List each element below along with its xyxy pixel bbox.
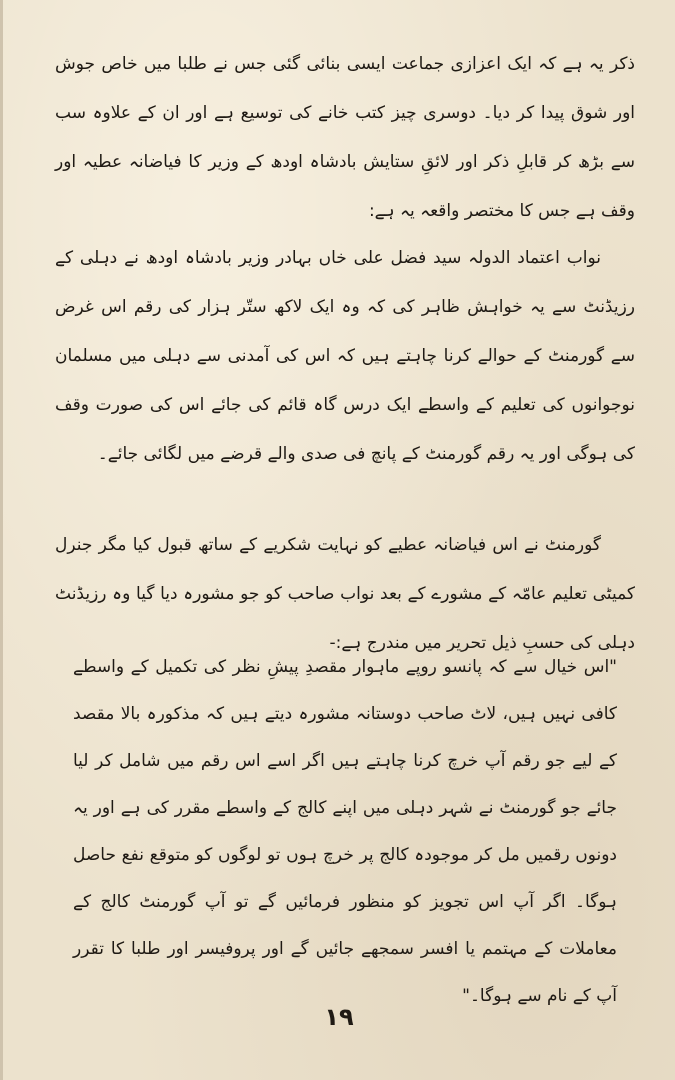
quoted-resident-letter: "اس خیال سے کہ پانسو روپے ماہوار مقصدِ پیشِ نظر کی تکمیل کے واسطے کافی نہیں ہیں، لاٹ صاحب دوستانہ مشورہ دیتے ہیں کہ مذکورہ بالا مقصد کے لیے جو رقم آپ خرچ کرنا چاہتے ہیں اگر اسے اس رقم میں شامل کر لیا جائے جو گورمنٹ نے شہر دہلی میں اپنے کالج کے واسطے مقرر کی ہے اور یہ دونوں رقمیں مل کر موجودہ کالج پر خرچ ہوں تو لوگوں کو متوقع نفع حاصل ہوگا۔ اگر آپ اس تجویز کو منظور فرمائیں گے تو آپ گورمنٹ کالج کے معاملات کے مہتمم یا افسر سمجھے جائیں گے اور پروفیسر اور طلبا کا تقرر آپ کے نام سے ہوگا۔" — [73, 657, 617, 1006]
paragraph-nawab-endowment: نواب اعتماد الدولہ سید فضل علی خاں بہادر وزیر بادشاہ اودھ نے دہلی کے رزیڈنٹ سے یہ خواہش ظاہر کی کہ وہ ایک لاکھ ستّر ہزار کی رقم اس غرض سے گورمنٹ کے حوالے کرنا چاہتے ہیں کہ اس کی آمدنی سے دہلی میں مسلمان نوجوانوں کی تعلیم کے واسطے ایک درس گاہ قائم کی جائے اس کی صورت وقف کی ہوگی اور یہ رقم گورمنٹ کے پانچ فی صدی والے قرضے میں لگائی جائے۔ — [55, 248, 635, 464]
paragraph-intro: ذکر یہ ہے کہ ایک اعزازی جماعت ایسی بنائی گئی جس نے طلبا میں خاص جوش اور شوق پیدا کر دیا۔ دوسری چیز کتب خانے کی توسیع ہے اور ان کے علاوہ سب سے بڑھ کر قابلِ ذکر اور لائقِ ستایش بادشاہ اودھ کے وزیر کا فیاضانہ عطیہ اور وقف ہے جس کا مختصر واقعہ یہ ہے: — [55, 54, 635, 221]
paragraph-government-reply: گورمنٹ نے اس فیاضانہ عطیے کو نہایت شکریے کے ساتھ قبول کیا مگر جنرل کمیٹی تعلیم عامّہ کے مشورے کے بعد نواب صاحب کو جو مشورہ دیا گیا وہ رزیڈنٹ دہلی کی حسبِ ذیل تحریر میں مندرج ہے:- — [55, 535, 635, 653]
page-number: ١٩ — [324, 1003, 354, 1031]
